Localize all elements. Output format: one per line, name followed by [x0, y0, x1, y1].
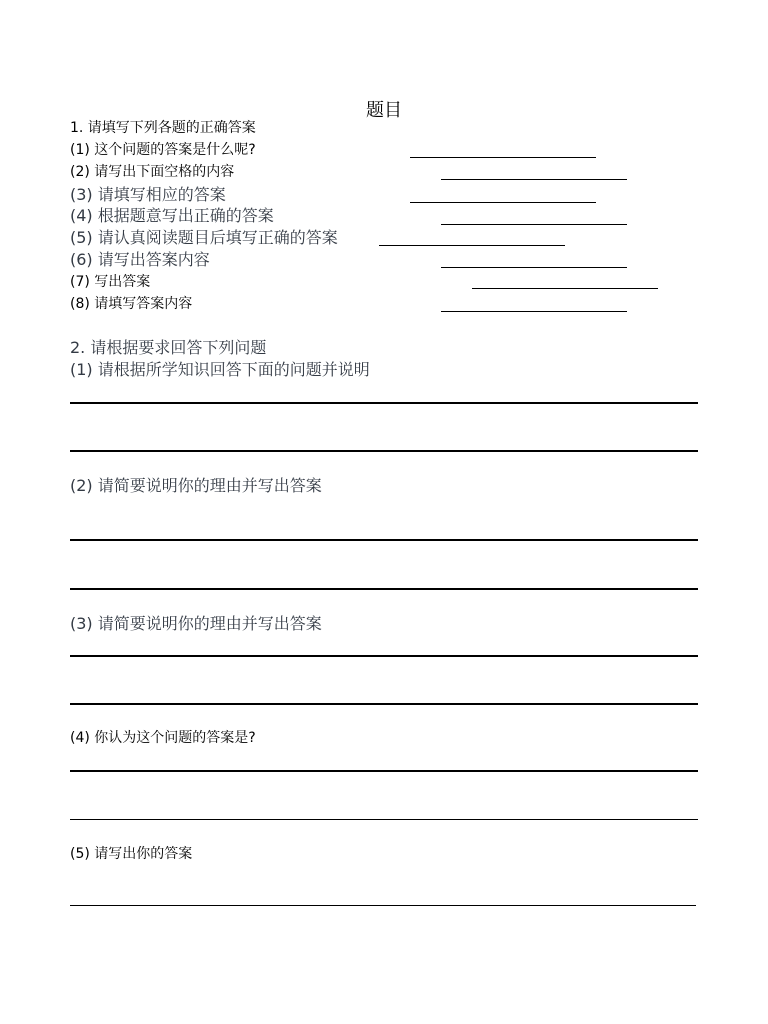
- fill-item-6: (6) 请写出答案内容: [70, 250, 210, 269]
- answer-line[interactable]: [70, 539, 698, 541]
- question-2: (2) 请简要说明你的理由并写出答案: [70, 476, 322, 495]
- section-1-heading: 1. 请填写下列各题的正确答案: [70, 120, 256, 136]
- fill-item-3: (3) 请填写相应的答案: [70, 185, 226, 204]
- section-2-heading: 2. 请根据要求回答下列问题: [70, 338, 267, 357]
- question-4: (4) 你认为这个问题的答案是?: [70, 730, 256, 746]
- fill-item-8: (8) 请填写答案内容: [70, 296, 193, 312]
- answer-blank-3[interactable]: [410, 202, 596, 203]
- answer-blank-1[interactable]: [410, 157, 596, 158]
- answer-line[interactable]: [70, 588, 698, 590]
- fill-item-7: (7) 写出答案: [70, 274, 151, 290]
- question-5: (5) 请写出你的答案: [70, 846, 193, 862]
- answer-blank-4[interactable]: [441, 224, 627, 225]
- answer-line[interactable]: [70, 703, 698, 705]
- question-3: (3) 请简要说明你的理由并写出答案: [70, 614, 322, 633]
- fill-item-5: (5) 请认真阅读题目后填写正确的答案: [70, 228, 338, 247]
- answer-line[interactable]: [70, 402, 698, 404]
- answer-blank-8[interactable]: [441, 311, 627, 312]
- answer-line[interactable]: [70, 905, 696, 906]
- answer-blank-6[interactable]: [441, 267, 627, 268]
- answer-line[interactable]: [70, 450, 698, 452]
- fill-item-4: (4) 根据题意写出正确的答案: [70, 206, 274, 225]
- fill-item-1: (1) 这个问题的答案是什么呢?: [70, 142, 256, 158]
- answer-line[interactable]: [70, 770, 698, 772]
- answer-line[interactable]: [70, 819, 698, 820]
- fill-item-2: (2) 请写出下面空格的内容: [70, 164, 235, 180]
- answer-blank-5[interactable]: [379, 245, 565, 246]
- answer-blank-2[interactable]: [441, 179, 627, 180]
- answer-blank-7[interactable]: [472, 288, 658, 289]
- question-1: (1) 请根据所学知识回答下面的问题并说明: [70, 360, 370, 379]
- answer-line[interactable]: [70, 655, 698, 657]
- page-title: 题目: [366, 100, 402, 121]
